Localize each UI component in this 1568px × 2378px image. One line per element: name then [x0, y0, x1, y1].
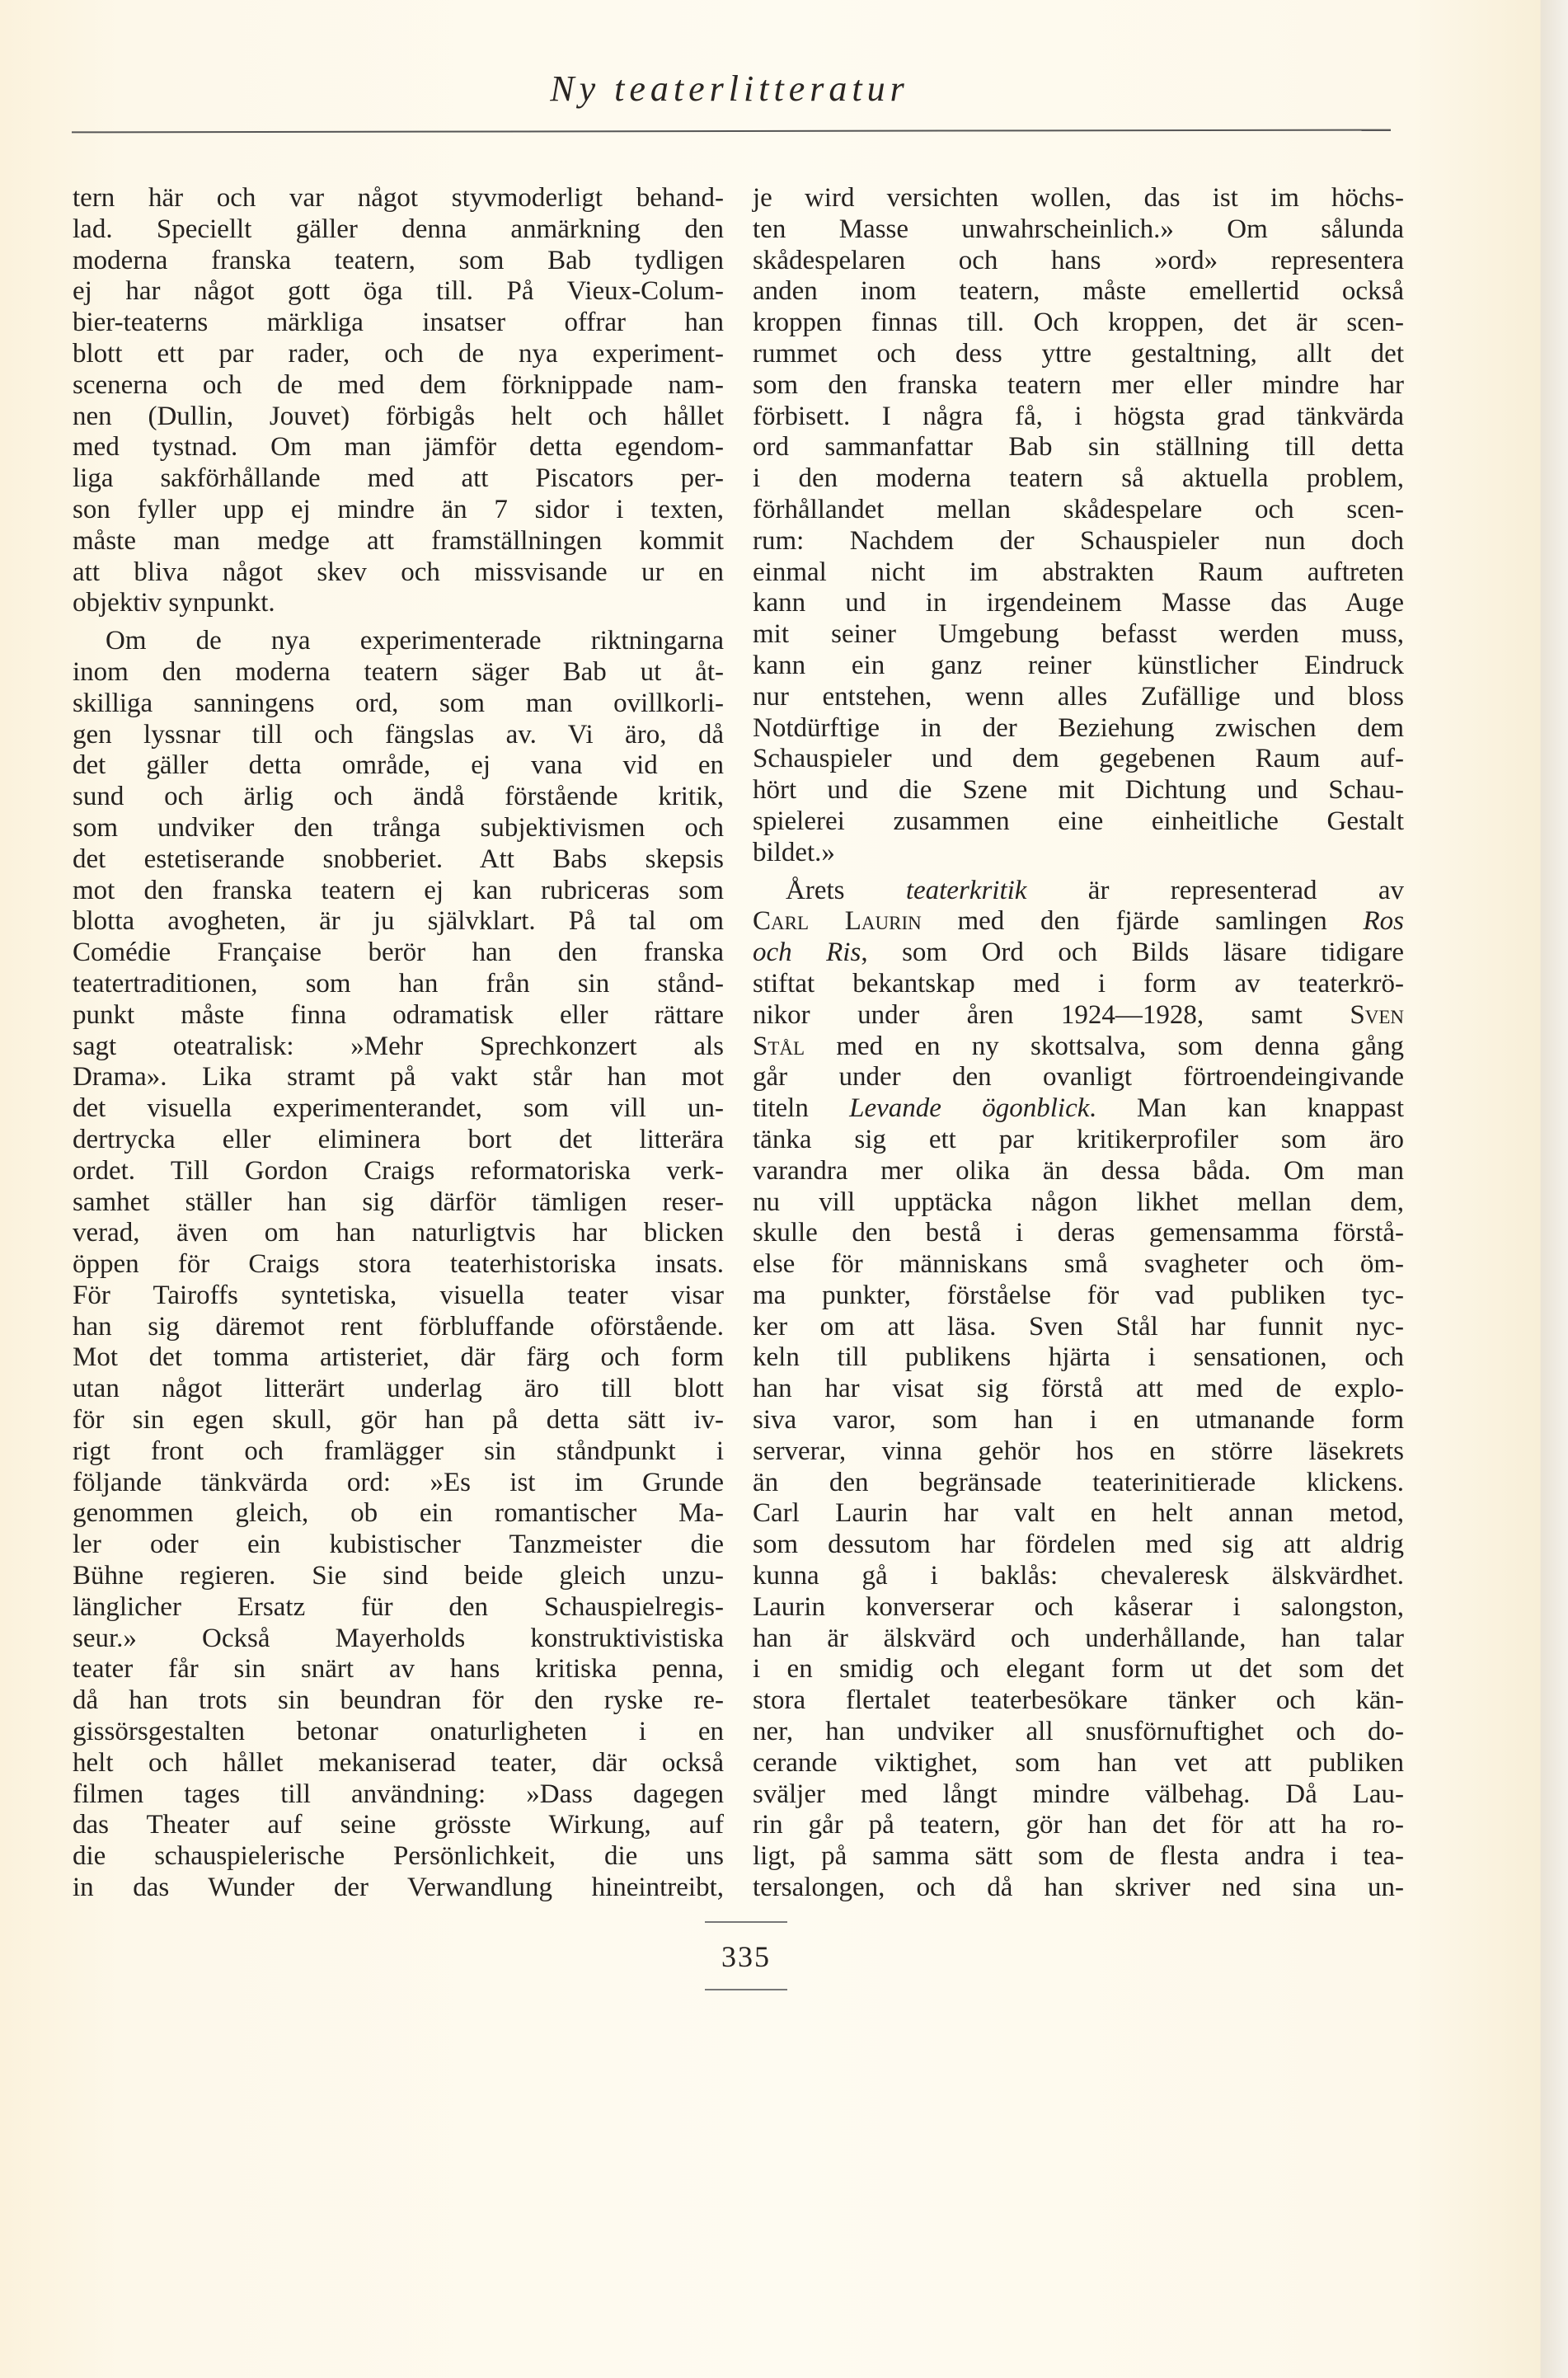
text-line: ej har något gott öga till. På Vieux-Colum-	[73, 276, 724, 307]
text-line: rum: Nachdem der Schauspieler nun doch	[753, 525, 1404, 556]
text-line: kroppen finnas till. Och kroppen, det är scen-	[753, 308, 1404, 338]
text-line: tänka sig ett par kritikerprofiler som äro	[753, 1124, 1404, 1154]
text-line: blott ett par rader, och de nya experiment-	[73, 338, 724, 369]
text-line: det visuella experimenterandet, som vill un-	[73, 1093, 724, 1124]
text-line	[753, 1093, 1404, 1125]
text-line: mit seiner Umgebung befasst werden muss,	[753, 619, 1404, 650]
running-title: Ny teaterlitteratur	[550, 68, 909, 109]
text-line: Carl Laurin har valt en helt annan metod,	[753, 1498, 1404, 1529]
text-line: skilliga sanningens ord, som man ovillkorli-	[73, 688, 724, 718]
text-line: som den franska teatern mer eller mindre har	[753, 369, 1404, 400]
text-line	[753, 1032, 1404, 1063]
text-line: skulle den bestå i deras gemensamma förstå-	[753, 1218, 1404, 1248]
text-line: öppen för Craigs stora teaterhistoriska insats.	[73, 1249, 724, 1280]
text-line: han är älskvärd och underhållande, han talar	[753, 1623, 1404, 1653]
text-line: samhet ställer han sig därför tämligen reser-	[73, 1187, 724, 1217]
text-line: moderna franska teatern, som Bab tydligen	[73, 245, 724, 275]
text-line: går under den ovanligt förtroendeingivande	[753, 1062, 1404, 1093]
text-line: det estetiserande snobberiet. Att Babs skepsis	[73, 844, 724, 874]
text-line: varandra mer olika än dessa båda. Om man	[753, 1155, 1404, 1186]
text-line: in das Wunder der Verwandlung hineintreibt,	[73, 1873, 724, 1903]
text-line: nu vill upptäcka någon likhet mellan dem,	[753, 1187, 1404, 1217]
right-column	[753, 183, 1404, 1904]
text-line: ten Masse unwahrscheinlich.» Om sålunda	[753, 214, 1404, 244]
text-line: utan något litterärt underlag äro till blott	[73, 1374, 724, 1404]
text-line: Om de nya experimenterade riktningarna	[106, 626, 724, 656]
text-line: keln till publikens hjärta i sensationen, och	[753, 1342, 1404, 1373]
text-line: Comédie Française berör han den franska	[73, 938, 724, 968]
text-line: då han trots sin beundran för den ryske re-	[73, 1685, 724, 1716]
text-line: han har visat sig förstå att med de explo-	[753, 1374, 1404, 1404]
text-line: i en smidig och elegant form ut det som det	[753, 1654, 1404, 1685]
small-caps-name: Carl Laurin	[753, 906, 922, 937]
small-caps-name: Stål	[753, 1031, 805, 1061]
text-line: serverar, vinna gehör hos en större läsekrets	[753, 1436, 1404, 1466]
italic-text: Ros	[1363, 906, 1405, 937]
text-segment: titeln	[753, 1093, 850, 1124]
text-line: ma punkter, förståelse för vad publiken tyc-	[753, 1280, 1404, 1310]
text-line: bildet.»	[753, 837, 835, 867]
text-line: gissörsgestalten betonar onaturligheten i en	[73, 1717, 724, 1747]
text-line	[753, 906, 1404, 938]
text-line: nen (Dullin, Jouvet) förbigås helt och hållet	[73, 401, 724, 431]
text-line: helt och hållet mekaniserad teater, där också	[73, 1747, 724, 1778]
text-line: filmen tages till användning: »Dass dagegen	[73, 1779, 724, 1809]
text-line: rin går på teatern, gör han det för att ha ro-	[753, 1810, 1404, 1840]
text-line: ligt, på samma sätt som de flesta andra i tea-	[753, 1841, 1404, 1872]
text-line: seur.» Också Mayerholds konstruktivistiska	[73, 1623, 724, 1653]
text-line: ordet. Till Gordon Craigs reformatoriska verk-	[73, 1155, 724, 1186]
text-line: skådespelaren och hans »ord» representera	[753, 245, 1404, 275]
text-segment: Årets	[786, 875, 906, 905]
text-line: kann und in irgendeinem Masse das Auge	[753, 588, 1404, 618]
text-line: Schauspieler und dem gegebenen Raum auf-	[753, 744, 1404, 774]
text-line: objektiv synpunkt.	[73, 588, 275, 618]
text-line: ner, han undviker all snusförnuftighet och do-	[753, 1717, 1404, 1747]
text-line: sagt oteatralisk: »Mehr Sprechkonzert als	[73, 1031, 724, 1061]
text-line: Bühne regieren. Sie sind beide gleich unzu-	[73, 1561, 724, 1591]
text-line: sund och ärlig och ändå förstående kritik,	[73, 782, 724, 812]
text-line: förbisett. I några få, i högsta grad tänkvärda	[753, 401, 1404, 431]
text-line: måste man medge att framställningen kommit	[73, 525, 724, 556]
text-line: än den begränsade teaterinitierade klickens.	[753, 1467, 1404, 1497]
text-line: han sig däremot rent förbluffande oförstående.	[73, 1311, 724, 1342]
text-segment: med den fjärde samlingen	[921, 906, 1364, 937]
text-line: ler oder ein kubistischer Tanzmeister die	[73, 1530, 724, 1560]
text-line: dertrycka eller eliminera bort det litterära	[73, 1124, 724, 1154]
text-line: else för människans små svagheter och öm-	[753, 1249, 1404, 1280]
italic-text: Levande ögonblick	[849, 1093, 1090, 1124]
text-line: die schauspielerische Persönlichkeit, die uns	[73, 1841, 724, 1872]
text-line: cerande viktighet, som han vet att publiken	[753, 1747, 1404, 1778]
text-line: att bliva något skev och missvisande ur en	[73, 557, 724, 587]
text-segment: . Man kan knappast	[1089, 1093, 1404, 1124]
text-line	[753, 938, 1404, 969]
text-line: inom den moderna teatern säger Bab ut åt-	[73, 656, 724, 687]
text-line: scenerna och de med dem förknippade nam-	[73, 369, 724, 400]
page-number-rule-top	[705, 1921, 787, 1923]
text-line: anden inom teatern, måste emellertid också	[753, 276, 1404, 307]
text-line: förhållandet mellan skådespelare och scen-	[753, 494, 1404, 524]
italic-text: och Ris	[753, 938, 861, 968]
text-line: je wird versichten wollen, das ist im höchs-	[753, 183, 1404, 213]
header-rule	[72, 129, 1391, 134]
text-line: blotta avogheten, är ju självklart. På tal om	[73, 906, 724, 937]
text-segment: nikor under åren 1924—1928, samt	[753, 999, 1350, 1030]
text-segment: är representerad av	[1026, 875, 1404, 905]
small-caps-name: Sven	[1350, 999, 1404, 1030]
text-line: som dessutom har fördelen med sig att aldrig	[753, 1530, 1404, 1560]
text-line: För Tairoffs syntetiska, visuella teater visar	[73, 1280, 724, 1310]
page-number-rule-bottom	[705, 1989, 787, 1990]
text-line: Laurin konverserar och kåserar i salongston,	[753, 1591, 1404, 1622]
text-line: ker om att läsa. Sven Stål har funnit nyc-	[753, 1311, 1404, 1342]
text-line: son fyller upp ej mindre än 7 sidor i texten,	[73, 494, 724, 524]
text-line: rigt front och framlägger sin ståndpunkt i	[73, 1436, 724, 1466]
left-column	[73, 183, 724, 1904]
page-number: 335	[721, 1940, 771, 1973]
text-line: sväljer med långt mindre välbehag. Då Lau-	[753, 1779, 1404, 1809]
text-line: med tystnad. Om man jämför detta egendom-	[73, 432, 724, 463]
text-line: lad. Speciellt gäller denna anmärkning den	[73, 214, 724, 244]
text-line: teatertraditionen, som han från sin stånd-	[73, 968, 724, 999]
text-line: genommen gleich, ob ein romantischer Ma-	[73, 1498, 724, 1529]
text-segment: , som Ord och Bilds läsare tidigare	[861, 938, 1404, 968]
text-line: kunna gå i baklås: chevaleresk älskvärdhet.	[753, 1561, 1404, 1591]
text-line: siva varor, som han i en utmanande form	[753, 1405, 1404, 1436]
text-line: rummet och dess yttre gestaltning, allt det	[753, 338, 1404, 369]
text-line: punkt måste finna odramatisk eller rättare	[73, 999, 724, 1030]
text-line: Mot det tomma artisteriet, där färg och form	[73, 1342, 724, 1373]
text-line: det gäller detta område, ej vana vid en	[73, 750, 724, 781]
text-line: Drama». Lika stramt på vakt står han mot	[73, 1062, 724, 1093]
text-line: gen lyssnar till och fängslas av. Vi äro, då	[73, 719, 724, 750]
text-segment: med en ny skottsalva, som denna gång	[805, 1031, 1404, 1061]
text-line: stiftat bekantskap med i form av teaterkrö-	[753, 968, 1404, 999]
text-line: kann ein ganz reiner künstlicher Eindruck	[753, 650, 1404, 680]
italic-text: teaterkritik	[905, 875, 1027, 905]
text-line: Notdürftige in der Beziehung zwischen dem	[753, 712, 1404, 743]
text-line: tersalongen, och då han skriver ned sina un-	[753, 1873, 1404, 1903]
text-line: einmal nicht im abstrakten Raum auftreten	[753, 557, 1404, 587]
text-line: spielerei zusammen eine einheitliche Gestalt	[753, 806, 1404, 836]
text-line: liga sakförhållande med att Piscators per-	[73, 463, 724, 494]
text-line: som undviker den trånga subjektivismen och	[73, 812, 724, 843]
text-line: länglicher Ersatz für den Schauspielregis-	[73, 1591, 724, 1622]
text-line: hört und die Szene mit Dichtung und Schau-	[753, 775, 1404, 806]
text-line: för sin egen skull, gör han på detta sätt iv-	[73, 1405, 724, 1436]
text-line	[753, 876, 1404, 907]
text-line: nur entstehen, wenn alles Zufällige und bloss	[753, 681, 1404, 712]
text-line: tern här och var något styvmoderligt behand-	[73, 183, 724, 213]
text-line: das Theater auf seine grösste Wirkung, auf	[73, 1810, 724, 1840]
text-line: följande tänkvärda ord: »Es ist im Grunde	[73, 1467, 724, 1497]
text-line: i den moderna teatern så aktuella problem,	[753, 463, 1404, 494]
text-line: teater får sin snärt av hans kritiska penna,	[73, 1654, 724, 1685]
text-line	[753, 1000, 1404, 1032]
text-line: mot den franska teatern ej kan rubriceras som	[73, 875, 724, 905]
text-line: stora flertalet teaterbesökare tänker och kän-	[753, 1685, 1404, 1716]
text-line: ord sammanfattar Bab sin ställning till detta	[753, 432, 1404, 463]
text-line: verad, även om han naturligtvis har blicken	[73, 1218, 724, 1248]
text-line: bier-teaterns märkliga insatser offrar han	[73, 308, 724, 338]
